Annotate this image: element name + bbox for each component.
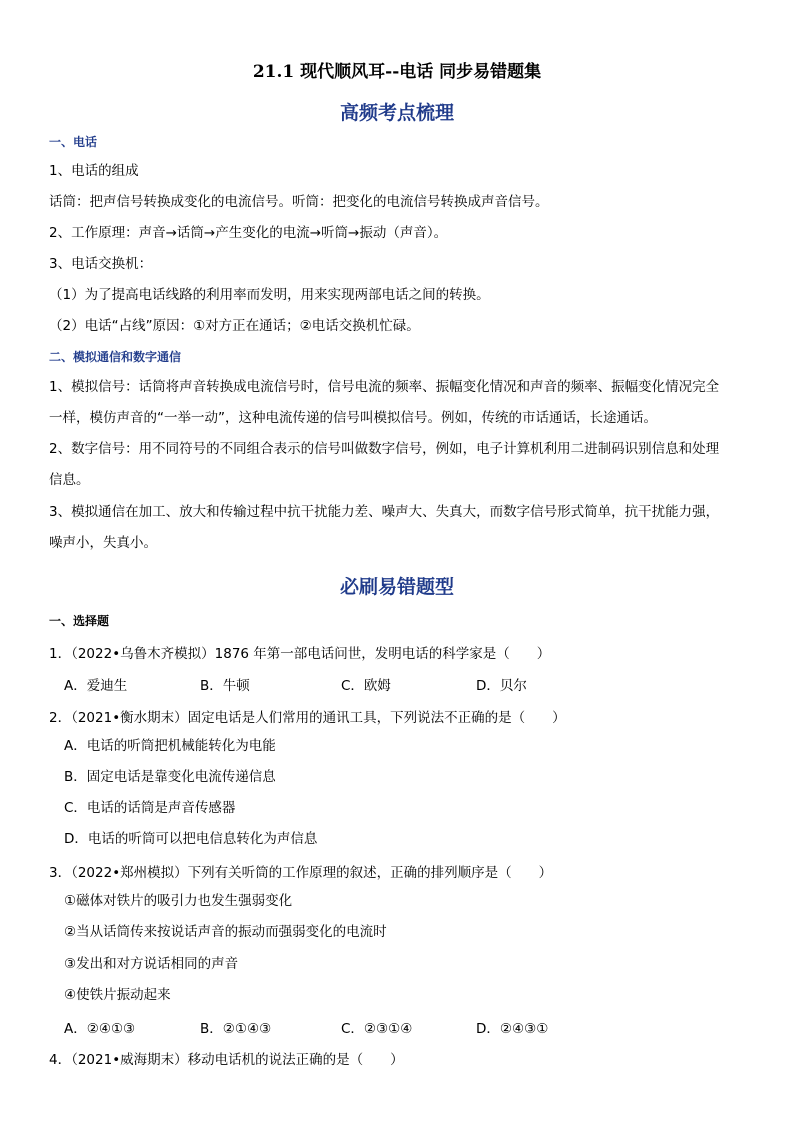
q3-statement: ③发出和对方说话相同的声音 [64,956,239,972]
q2-option-a: A．电话的听筒把机械能转化为电能 [64,738,276,754]
heading-multiple-choice: 一、选择题 [49,614,110,628]
text-line: 噪声小，失真小。 [49,535,157,551]
text-line: 1、模拟信号：话筒将声音转换成电流信号时，信号电流的频率、振幅变化情况和声音的频率、振幅变化情况完全 [49,379,720,395]
q2-option-c: C．电话的话筒是声音传感器 [64,800,236,816]
question-4-stem: 4．（2021•威海期末）移动电话机的说法正确的是（ ） [49,1052,404,1068]
q3-option-a: A．②④①③ [64,1021,136,1037]
text-line: 一样，模仿声音的“一举一动”，这种电流传递的信号叫模拟信号。例如，传统的市话通话，长途通话。 [49,410,657,426]
section-title-key-points: 高频考点梳理 [339,102,454,124]
question-1-stem: 1．（2022•乌鲁木齐模拟）1876 年第一部电话问世，发明电话的科学家是（ ） [49,646,551,662]
text-line: 3、模拟通信在加工、放大和传输过程中抗干扰能力差、噪声大、失真大，而数字信号形式简单，抗干扰能力强， [49,504,720,520]
text-line: （1）为了提高电话线路的利用率而发明，用来实现两部电话之间的转换。 [49,287,490,303]
q3-option-d: D．②④③① [476,1021,549,1037]
text-line: 2、工作原理：声音→话筒→产生变化的电流→听筒→振动（声音）。 [49,225,448,241]
question-3-stem: 3．（2022•郑州模拟）下列有关听筒的工作原理的叙述，正确的排列顺序是（ ） [49,865,553,881]
q3-statement: ④使铁片振动起来 [64,987,171,1003]
question-2-stem: 2．（2021•衡水期末）固定电话是人们常用的通讯工具，下列说法不正确的是（ ） [49,710,566,726]
q2-option-b: B．固定电话是靠变化电流传递信息 [64,769,276,785]
q3-option-b: B．②①④③ [200,1021,272,1037]
text-line: 信息。 [49,472,90,488]
q3-statement: ②当从话筒传来按说话声音的振动而强弱变化的电流时 [64,924,387,940]
q1-option-b: B．牛顿 [200,678,250,694]
q1-option-a: A．爱迪生 [64,678,128,694]
document-title: 21.1 现代顺风耳--电话 同步易错题集 [252,62,542,82]
text-line: 3、电话交换机： [49,256,153,272]
heading-telephone: 一、电话 [49,135,98,149]
text-line: （2）电话“占线”原因：①对方正在通话；②电话交换机忙碌。 [49,318,420,334]
q3-statement: ①磁体对铁片的吸引力也发生强弱变化 [64,893,293,909]
heading-analog-digital: 二、模拟通信和数字通信 [49,350,182,364]
section-title-exercises: 必刷易错题型 [339,576,454,598]
q3-option-c: C．②③①④ [341,1021,413,1037]
text-line: 话筒：把声信号转换成变化的电流信号。听筒：把变化的电流信号转换成声音信号。 [49,194,549,210]
text-line: 2、数字信号：用不同符号的不同组合表示的信号叫做数字信号，例如，电子计算机利用二进制码识别信息和处理 [49,441,720,457]
q1-option-d: D．贝尔 [476,678,527,694]
q1-option-c: C．欧姆 [341,678,391,694]
text-line: 1、电话的组成 [49,163,139,179]
q2-option-d: D．电话的听筒可以把电信息转化为声信息 [64,831,318,847]
